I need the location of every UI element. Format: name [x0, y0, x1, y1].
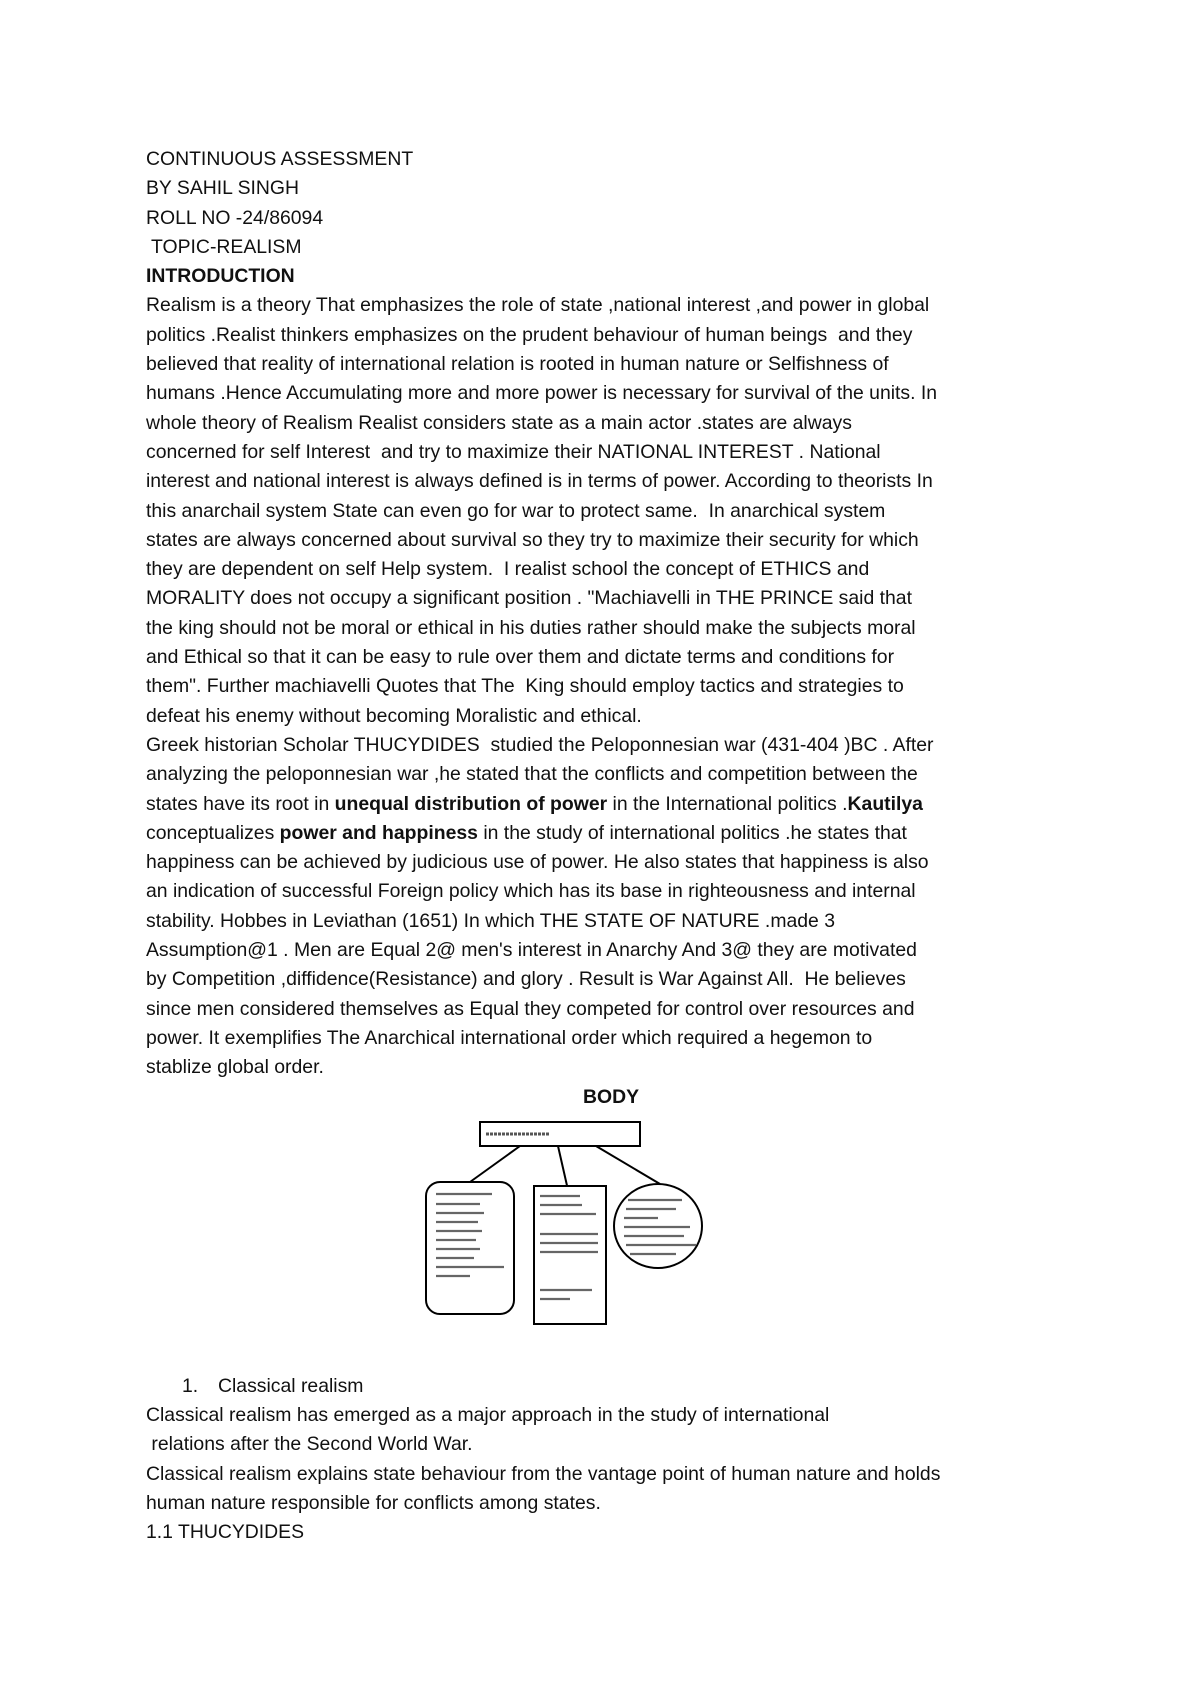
section-line: Classical realism has emerged as a major approach in the study of international: [146, 1404, 830, 1427]
intro-line-mixed: [146, 819, 1076, 848]
topic-line: TOPIC-REALISM: [146, 235, 302, 258]
author-line: BY SAHIL SINGH: [146, 177, 300, 200]
roll-number-line: ROLL NO -24/86094: [146, 206, 324, 229]
intro-line: MORALITY does not occupy a significant position . "Machiavelli in THE PRINCE said that: [146, 587, 912, 610]
intro-line: analyzing the peloponnesian war ,he stated that the conflicts and competition between the: [146, 763, 918, 786]
text-segment: states have its root in: [146, 792, 335, 815]
assessment-title: CONTINUOUS ASSESSMENT: [146, 148, 414, 170]
section-line: relations after the Second World War.: [146, 1433, 473, 1456]
intro-line: happiness can be achieved by judicious use of power. He also states that happiness is also: [146, 851, 929, 874]
intro-line: stablize global order.: [146, 1056, 324, 1079]
intro-line: concerned for self Interest and try to maximize their NATIONAL INTEREST . National: [146, 440, 881, 463]
intro-line: since men considered themselves as Equal they competed for control over resources and: [146, 997, 915, 1020]
section-line: human nature responsible for conflicts among states.: [146, 1491, 601, 1514]
text-segment: in the International politics .: [607, 792, 848, 815]
introduction-paragraph: [146, 291, 1076, 1082]
intro-line: whole theory of Realism Realist considers state as a main actor .states are always: [146, 411, 852, 434]
document-page: [146, 145, 1076, 1548]
list-item-classical-realism: [146, 1372, 1076, 1401]
text-segment: conceptualizes: [146, 821, 280, 844]
subsection-heading: 1.1 THUCYDIDES: [146, 1521, 305, 1544]
intro-line: Assumption@1 . Men are Equal 2@ men's interest in Anarchy And 3@ they are motivated: [146, 939, 917, 962]
diagram-figure: [420, 1120, 740, 1330]
intro-line: the king should not be moral or ethical in his duties rather should make the subjects moral: [146, 616, 916, 639]
intro-line: and Ethical so that it can be easy to rule over them and dictate terms and conditions for: [146, 646, 895, 669]
section-title: Classical realism: [218, 1374, 364, 1397]
intro-line-mixed: [146, 790, 1076, 819]
intro-line: Realism is a theory That emphasizes the role of state ,national interest ,and power in global: [146, 294, 930, 317]
bold-name: Kautilya: [847, 792, 923, 815]
intro-line: Greek historian Scholar THUCYDIDES studied the Peloponnesian war (431-404 )BC . After: [146, 733, 934, 756]
diagram-neorealism-box: [534, 1186, 606, 1324]
intro-line: they are dependent on self Help system. I realist school the concept of ETHICS and: [146, 558, 870, 581]
list-number: 1.: [182, 1374, 199, 1397]
introduction-heading: INTRODUCTION: [146, 265, 295, 288]
bold-phrase: unequal distribution of power: [334, 792, 608, 815]
bold-phrase: power and happiness: [279, 821, 478, 844]
section-line: Classical realism explains state behaviour from the vantage point of human nature and holds: [146, 1462, 941, 1485]
realism-diagram: [146, 1112, 1076, 1342]
intro-line: them". Further machiavelli Quotes that The King should employ tactics and strategies to: [146, 675, 904, 698]
intro-line: believed that reality of international relation is rooted in human nature or Selfishness of: [146, 353, 889, 376]
intro-line: power. It exemplifies The Anarchical international order which required a hegemon to: [146, 1026, 873, 1049]
intro-line: states are always concerned about survival so they try to maximize their security for which: [146, 528, 919, 551]
intro-line: stability. Hobbes in Leviathan (1651) In which THE STATE OF NATURE .made 3: [146, 909, 835, 932]
intro-line: politics .Realist thinkers emphasizes on the prudent behaviour of human beings and they: [146, 323, 913, 346]
intro-line: defeat his enemy without becoming Moralistic and ethical.: [146, 704, 642, 727]
intro-line: this anarchail system State can even go for war to protect same. In anarchical system: [146, 499, 886, 522]
intro-line: an indication of successful Foreign policy which has its base in righteousness and internal: [146, 880, 916, 903]
intro-line: interest and national interest is always defined is in terms of power. According to theorists In: [146, 470, 933, 493]
intro-line: humans .Hence Accumulating more and more power is necessary for survival of the units. In: [146, 382, 938, 405]
intro-line: by Competition ,diffidence(Resistance) and glory . Result is War Against All. He believes: [146, 968, 906, 991]
body-heading: BODY: [582, 1085, 640, 1108]
text-segment: in the study of international politics .he states that: [477, 821, 907, 844]
